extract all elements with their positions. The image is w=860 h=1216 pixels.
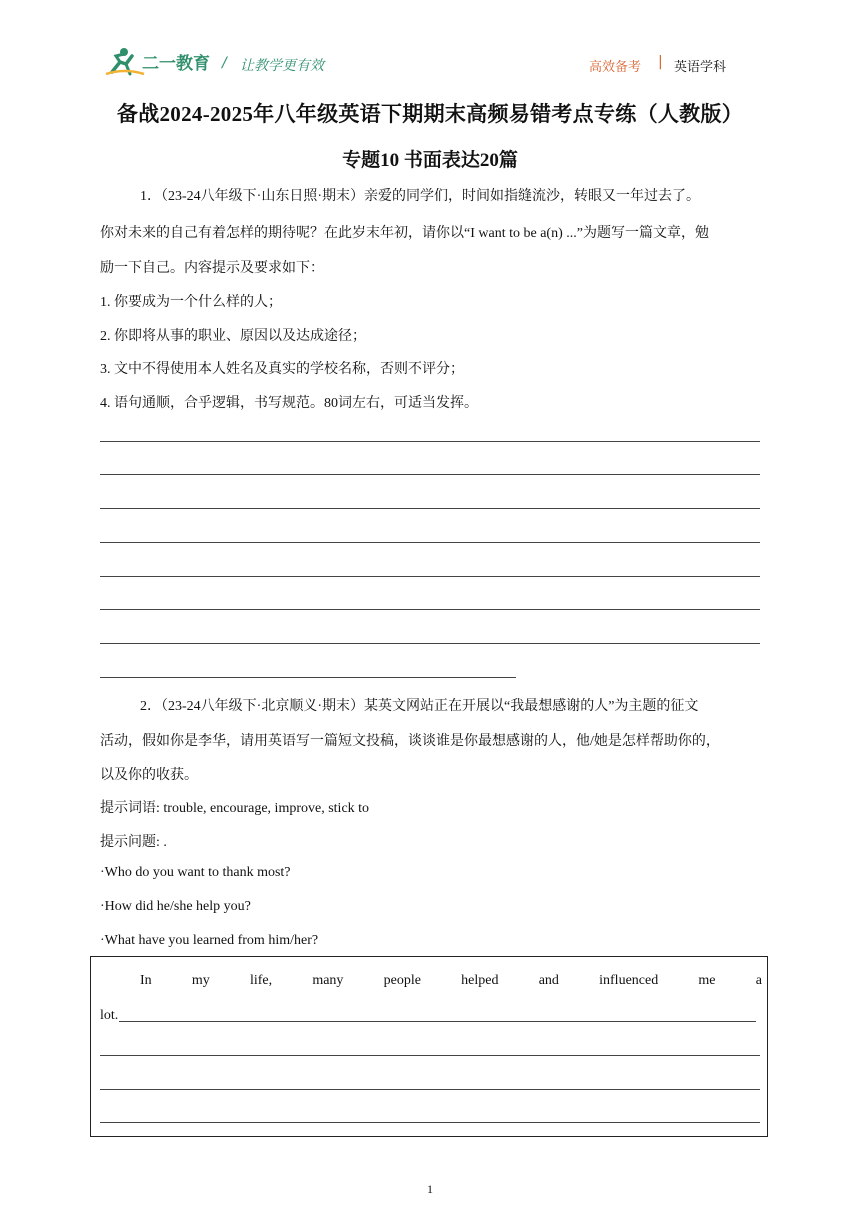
- q2-question-3: ·What have you learned from him/her?: [100, 933, 319, 948]
- q2-answer-line[interactable]: [100, 1122, 760, 1123]
- box-word: my: [191, 973, 210, 988]
- q2-prompt-line2: 活动，假如你是李华，请用英语写一篇短文投稿，谈谈谁是你最想感谢的人，他/她是怎样帮助你的，: [100, 734, 720, 749]
- q2-answer-line[interactable]: [100, 1055, 760, 1056]
- q2-hint-questions-label: 提示问题: .: [100, 835, 167, 850]
- q1-answer-line[interactable]: [100, 474, 760, 475]
- box-word: influenced: [599, 973, 659, 988]
- q1-requirement-2: 2. 你即将从事的职业、原因以及达成途径；: [100, 329, 366, 344]
- page-header: [0, 0, 860, 90]
- document-subtitle: 专题10 书面表达20篇: [342, 150, 518, 171]
- box-word: many: [312, 973, 344, 988]
- runner-icon: [106, 48, 144, 74]
- q1-answer-line[interactable]: [100, 441, 760, 442]
- box-word: and: [538, 973, 559, 988]
- q2-box-line2-text: lot.: [100, 1008, 119, 1023]
- q2-question-1: ·Who do you want to thank most?: [100, 865, 291, 880]
- q1-answer-line[interactable]: [100, 609, 760, 610]
- q2-hint-words: 提示词语: trouble, encourage, improve, stick to: [100, 801, 370, 816]
- box-word: In: [140, 973, 152, 988]
- box-word: people: [383, 973, 421, 988]
- slogan: 让教学更有效: [240, 58, 324, 74]
- q1-answer-line[interactable]: [100, 542, 760, 543]
- q2-prompt-line1: 2．（23-24八年级下·北京顺义·期末）某英文网站正在开展以“我最想感谢的人”为主题的征文: [140, 699, 699, 714]
- brand-logo: [104, 44, 214, 80]
- q2-prompt-line3: 以及你的收获。: [100, 768, 198, 783]
- slogan-divider: /: [222, 55, 227, 71]
- q2-answer-line[interactable]: [100, 1089, 760, 1090]
- box-word: life,: [249, 973, 273, 988]
- box-word: a: [755, 973, 762, 988]
- page-number: 1: [427, 1182, 433, 1196]
- box-word: me: [698, 973, 716, 988]
- tag-exam-prep: 高效备考: [589, 60, 642, 75]
- q1-answer-line[interactable]: [100, 643, 760, 644]
- q1-answer-line[interactable]: [100, 677, 516, 678]
- document-title: 备战2024-2025年八年级英语下期期末高频易错考点专练（人教版）: [116, 102, 744, 126]
- q2-question-2: ·How did he/she help you?: [100, 899, 251, 914]
- tag-divider: |: [658, 54, 663, 70]
- tag-subject: 英语学科: [674, 60, 727, 75]
- box-word: helped: [461, 973, 499, 988]
- q2-box-opening-line: [140, 973, 762, 989]
- q1-requirement-1: 1. 你要成为一个什么样的人；: [100, 295, 282, 310]
- q1-prompt-line3: 励一下自己。内容提示及要求如下：: [100, 261, 324, 276]
- q1-requirement-3: 3. 文中不得使用本人姓名及真实的学校名称，否则不评分；: [100, 362, 464, 377]
- q2-answer-line[interactable]: [119, 1021, 756, 1022]
- q1-prompt-line2: 你对未来的自己有着怎样的期待呢？在此岁末年初，请你以“I want to be a(n) ...”为题写一篇文章，勉: [100, 226, 709, 241]
- q1-answer-line[interactable]: [100, 576, 760, 577]
- logo-text: 二一教育: [142, 54, 210, 74]
- q1-requirement-4: 4. 语句通顺，合乎逻辑，书写规范。80词左右，可适当发挥。: [100, 396, 478, 411]
- q1-answer-line[interactable]: [100, 508, 760, 509]
- q1-prompt-line1: 1．（23-24八年级下·山东日照·期末）亲爱的同学们，时间如指缝流沙，转眼又一年过去了。: [140, 189, 700, 204]
